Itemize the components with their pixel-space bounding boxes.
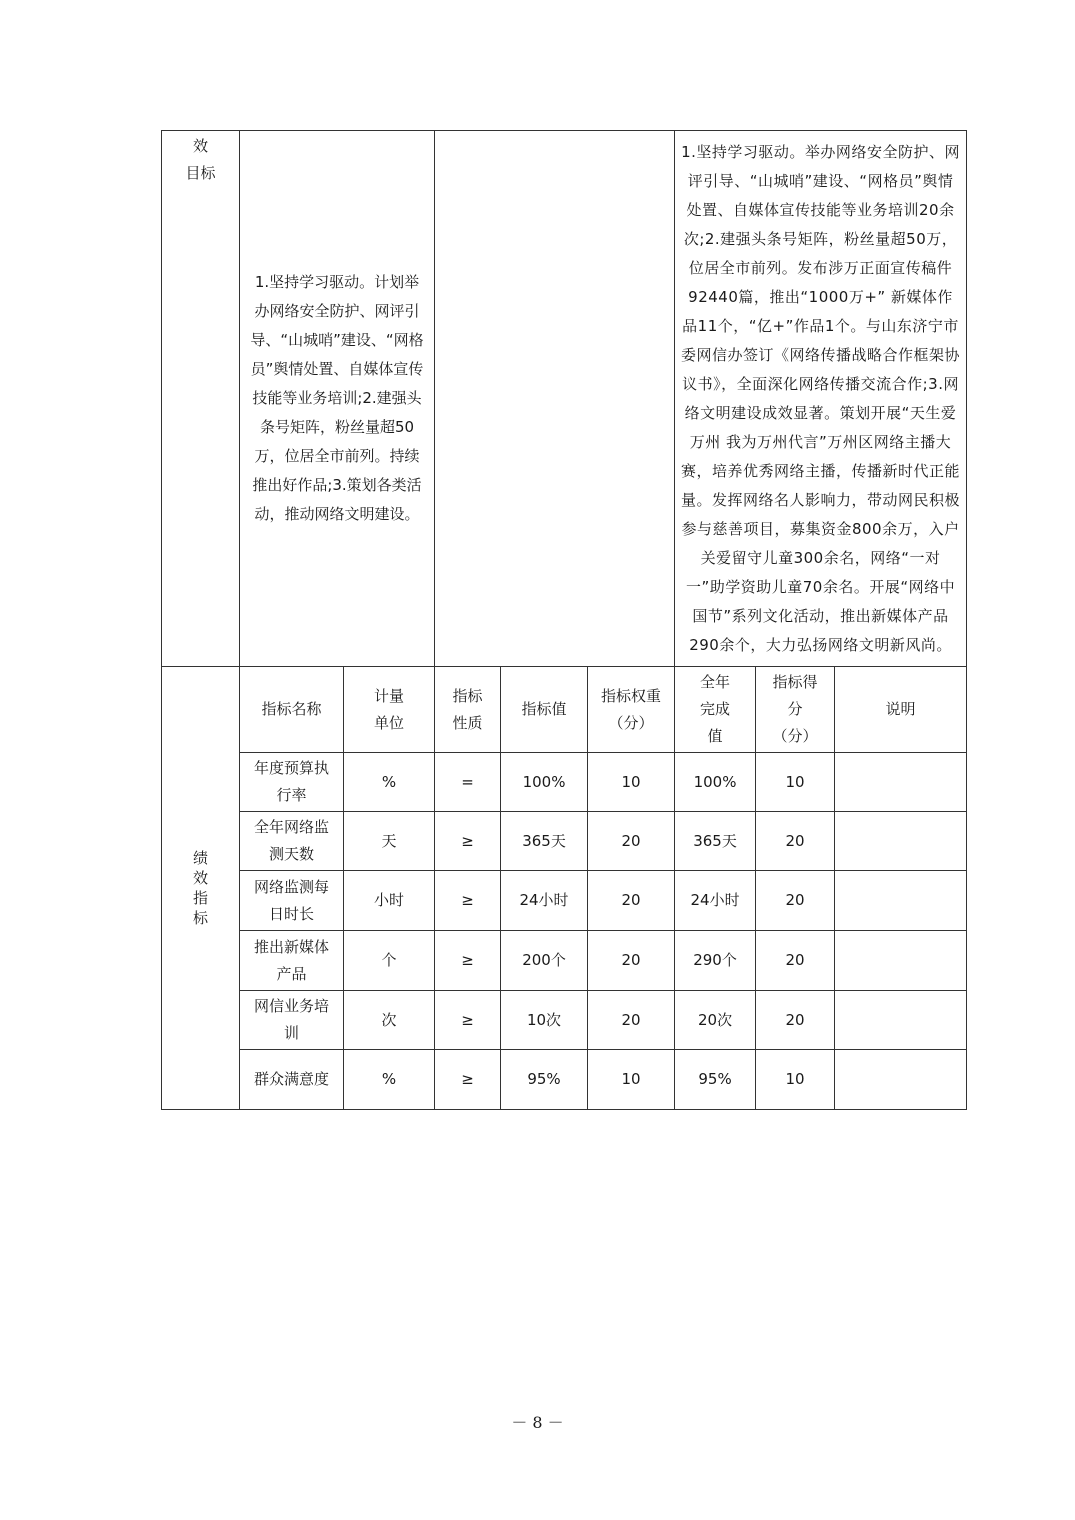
row-value: 365天 [501, 812, 588, 871]
header-nature: 指标性质 [435, 667, 501, 753]
row-weight: 20 [588, 991, 675, 1050]
row-score: 20 [756, 812, 835, 871]
header-unit: 计量单位 [344, 667, 435, 753]
row-actual: 24小时 [675, 871, 756, 931]
header-weight: 指标权重（分） [588, 667, 675, 753]
goal-row [162, 131, 967, 667]
row-weight: 10 [588, 753, 675, 812]
row-actual: 290个 [675, 931, 756, 991]
row-unit: 个 [344, 931, 435, 991]
row-nature: ≥ [435, 871, 501, 931]
row-value: 24小时 [501, 871, 588, 931]
header-actual: 全年完成值 [675, 667, 756, 753]
row-nature: ≥ [435, 931, 501, 991]
row-name: 推出新媒体产品 [240, 931, 344, 991]
table-row [162, 931, 967, 991]
row-actual: 365天 [675, 812, 756, 871]
row-unit: % [344, 1050, 435, 1110]
goal-completion-text: 1.坚持学习驱动。举办网络安全防护、网评引导、“山城哨”建设、“网格员”舆情处置、自媒体宣传技能等业务培训20余次;2.建强头条号矩阵，粉丝量超50万，位居全市前列。发布涉万正面宣传稿件92440篇，推出“1000万+” 新媒体作品11个，“亿+”作品1个。与山东济宁市委网信办签订《网络传播战略合作框架协议书》，全面深化网络传播交流合作;3.网络文明建设成效显著。策划开展“天生爱万州 我为万州代言”万州区网络主播大赛，培养优秀网络主播，传播新时代正能量。发挥网络名人影响力，带动网民积极参与慈善项目，募集资金800余万，入户关爱留守儿童300余名，网络“一对一”助学资助儿童70余名。开展“网络中国节”系列文化活动，推出新媒体产品290余个，大力弘扬网络文明新风尚。 [681, 142, 961, 654]
row-weight: 20 [588, 812, 675, 871]
header-note: 说明 [835, 667, 967, 753]
row-score: 20 [756, 871, 835, 931]
row-weight: 20 [588, 931, 675, 991]
row-value: 100% [501, 753, 588, 812]
row-nature: ≥ [435, 991, 501, 1050]
row-unit: 天 [344, 812, 435, 871]
table-row [162, 991, 967, 1050]
row-note [835, 812, 967, 871]
row-weight: 20 [588, 871, 675, 931]
row-name: 网信业务培训 [240, 991, 344, 1050]
row-note [835, 753, 967, 812]
goal-plan-text: 1.坚持学习驱动。计划举办网络安全防护、网评引导、“山城哨”建设、“网格员”舆情处置、自媒体宣传技能等业务培训;2.建强头条号矩阵，粉丝量超50万，位居全市前列。持续推出好作品;3.策划各类活动，推动网络文明建设。 [250, 273, 424, 523]
row-unit: % [344, 753, 435, 812]
row-score: 20 [756, 931, 835, 991]
header-name: 指标名称 [240, 667, 344, 753]
goal-label-line1: 效 [192, 137, 208, 155]
row-actual: 100% [675, 753, 756, 812]
row-unit: 小时 [344, 871, 435, 931]
goal-middle-cell [435, 131, 675, 667]
row-actual: 20次 [675, 991, 756, 1050]
row-nature: ≥ [435, 1050, 501, 1110]
performance-table [161, 130, 967, 1110]
indicator-section-label [162, 667, 240, 1110]
page-number: － 8 － [511, 1413, 564, 1432]
row-actual: 95% [675, 1050, 756, 1110]
table-row [162, 871, 967, 931]
header-score: 指标得分（分） [756, 667, 835, 753]
row-note [835, 871, 967, 931]
row-name: 群众满意度 [240, 1050, 344, 1110]
indicator-header-row [162, 667, 967, 753]
goal-plan-cell [240, 131, 435, 667]
row-nature: = [435, 753, 501, 812]
indicator-label-text: 绩效指标 [192, 849, 208, 927]
row-score: 20 [756, 991, 835, 1050]
row-unit: 次 [344, 991, 435, 1050]
row-value: 95% [501, 1050, 588, 1110]
row-value: 10次 [501, 991, 588, 1050]
row-score: 10 [756, 753, 835, 812]
row-note [835, 1050, 967, 1110]
row-value: 200个 [501, 931, 588, 991]
row-name: 网络监测每日时长 [240, 871, 344, 931]
goal-section-label [162, 131, 240, 667]
table-row [162, 812, 967, 871]
row-name: 全年网络监测天数 [240, 812, 344, 871]
table-row [162, 1050, 967, 1110]
row-score: 10 [756, 1050, 835, 1110]
goal-label-line2: 目标 [185, 164, 216, 182]
row-name: 年度预算执行率 [240, 753, 344, 812]
row-nature: ≥ [435, 812, 501, 871]
header-value: 指标值 [501, 667, 588, 753]
row-note [835, 991, 967, 1050]
goal-completion-cell [675, 131, 967, 667]
row-note [835, 931, 967, 991]
row-weight: 10 [588, 1050, 675, 1110]
table-row [162, 753, 967, 812]
